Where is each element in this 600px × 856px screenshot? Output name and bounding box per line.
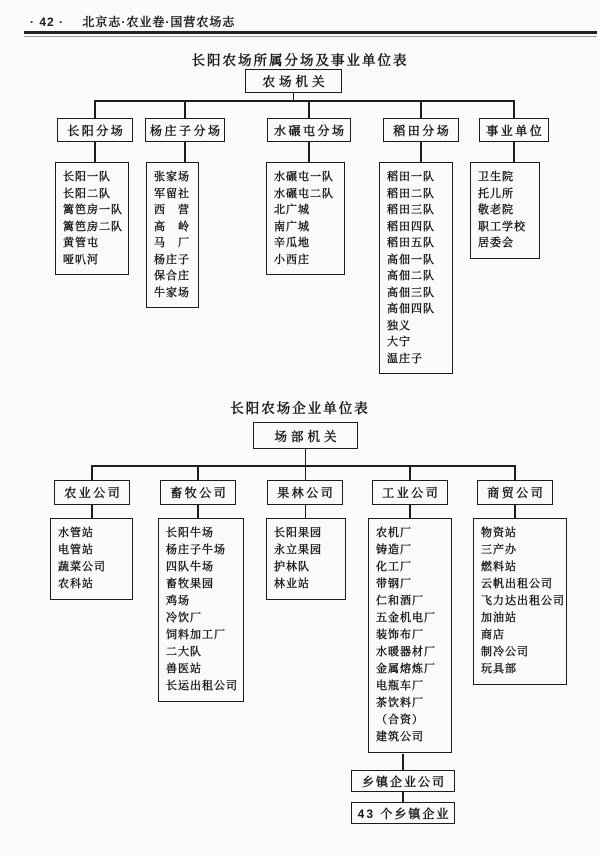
connector	[409, 465, 411, 480]
branch-box-shuiniantun: 水碾屯分场	[267, 118, 351, 142]
unit-item: 温庄子	[387, 352, 423, 365]
unit-item: 铸造厂	[376, 544, 412, 556]
unit-list-livestock	[158, 518, 244, 702]
company-box-commerce: 商贸公司	[477, 480, 553, 505]
unit-item: 高佃二队	[387, 270, 435, 282]
connector	[184, 142, 186, 162]
unit-item: 南广城	[274, 220, 310, 233]
company-box-orchard: 果林公司	[267, 480, 343, 505]
unit-item: 张家场	[154, 171, 190, 183]
unit-item: 篱笆房一队	[63, 204, 123, 216]
connector	[402, 754, 404, 770]
unit-item: 独义	[387, 319, 411, 332]
connector	[305, 465, 307, 480]
unit-item: 长阳牛场	[166, 527, 214, 539]
connector	[308, 100, 310, 118]
company-box-agriculture: 农业公司	[54, 480, 130, 505]
page-number: · 42 ·	[30, 15, 65, 29]
unit-item: 杨庄子牛场	[166, 544, 226, 556]
unit-item: 小西庄	[274, 253, 310, 266]
unit-item: 马 厂	[154, 237, 190, 249]
connector	[308, 142, 310, 162]
unit-item: 长阳果园	[274, 527, 322, 539]
unit-item: 黄管屯	[63, 237, 99, 249]
unit-item: 长阳一队	[63, 171, 111, 183]
unit-list-industry	[368, 518, 452, 753]
unit-item: 稻田一队	[387, 171, 435, 183]
chart2-title: 长阳农场企业单位表	[230, 401, 370, 416]
unit-item: 长阳二队	[63, 187, 111, 200]
unit-item: 水暖器材厂	[376, 646, 436, 658]
unit-item: 商店	[481, 629, 505, 641]
unit-item: （合资）	[376, 714, 424, 726]
unit-item: 飞力达出租公司	[481, 595, 565, 607]
unit-item: 农机厂	[376, 527, 412, 539]
unit-item: 稻田三队	[387, 204, 435, 216]
township-count-box: 43 个乡镇企业	[351, 802, 455, 824]
unit-item: 燃料站	[481, 561, 517, 573]
unit-item: 卫生院	[478, 171, 514, 183]
connector	[514, 505, 516, 518]
unit-list-commerce	[473, 518, 567, 685]
unit-item: 二大队	[166, 646, 202, 658]
unit-item: 化工厂	[376, 561, 412, 573]
connector	[184, 100, 186, 118]
unit-item: 辛瓜地	[274, 237, 310, 249]
connector	[91, 465, 93, 480]
connector-bus	[95, 100, 515, 102]
unit-item: 长运出租公司	[166, 680, 238, 692]
unit-item: 建筑公司	[376, 731, 424, 743]
unit-item: 玩具部	[481, 663, 517, 675]
unit-item: 护林队	[274, 561, 310, 573]
unit-item: 居委会	[478, 237, 514, 249]
branch-box-changyang: 长阳分场	[57, 118, 133, 142]
unit-item: 大宁	[387, 336, 411, 348]
unit-list-daotian	[379, 162, 453, 374]
header-rule-thin	[24, 36, 597, 37]
unit-item: 水管站	[58, 527, 94, 539]
unit-list-changyang	[55, 162, 129, 275]
connector	[514, 465, 516, 480]
unit-item: 军留社	[154, 187, 190, 200]
unit-item: 杨庄子	[154, 253, 190, 266]
chart2-root-box: 场部机关	[253, 422, 358, 449]
company-box-livestock: 畜牧公司	[160, 480, 236, 505]
unit-item: 稻田二队	[387, 187, 435, 200]
unit-item: 西 营	[154, 204, 190, 216]
connector	[402, 792, 404, 802]
unit-list-shiye	[470, 162, 540, 259]
connector	[420, 142, 422, 162]
unit-item: 水碾屯二队	[274, 187, 334, 200]
connector	[94, 100, 96, 118]
unit-item: 兽医站	[166, 663, 202, 675]
company-box-industry: 工业公司	[372, 480, 448, 505]
unit-item: 电瓶车厂	[376, 680, 424, 692]
unit-item: 敬老院	[478, 204, 514, 216]
book-title: 北京志·农业卷·国营农场志	[82, 15, 236, 29]
unit-item: 仁和酒厂	[376, 595, 424, 607]
connector	[305, 505, 307, 518]
unit-item: 高佃四队	[387, 303, 435, 315]
unit-item: 稻田四队	[387, 220, 435, 233]
unit-item: 篱笆房二队	[63, 220, 123, 233]
unit-item: 云帆出租公司	[481, 578, 553, 590]
unit-item: 农科站	[58, 578, 94, 590]
connector	[197, 465, 199, 480]
unit-item: 物资站	[481, 527, 517, 539]
connector	[94, 142, 96, 162]
unit-item: 带钢厂	[376, 578, 412, 590]
unit-item: 职工学校	[478, 220, 526, 233]
unit-item: 饲料加工厂	[166, 629, 226, 641]
header-rule-thick	[24, 31, 597, 34]
unit-item: 永立果园	[274, 544, 322, 556]
unit-item: 加油站	[481, 612, 517, 624]
unit-item: 水碾屯一队	[274, 171, 334, 183]
unit-item: 北广城	[274, 204, 310, 216]
unit-item: 高佃一队	[387, 253, 435, 266]
unit-item: 畜牧果园	[166, 578, 214, 590]
connector-bus	[92, 465, 516, 467]
chart1-title: 长阳农场所属分场及事业单位表	[191, 53, 409, 68]
unit-list-orchard	[266, 518, 346, 600]
unit-item: 金属熔炼厂	[376, 663, 436, 675]
unit-item: 林业站	[274, 578, 310, 590]
connector	[513, 100, 515, 118]
page-header	[30, 13, 235, 30]
unit-item: 蔬菜公司	[58, 561, 106, 573]
chart1-root-box: 农场机关	[245, 69, 342, 93]
unit-item: 托儿所	[478, 187, 514, 200]
unit-item: 鸡场	[166, 595, 190, 607]
connector	[91, 505, 93, 518]
connector	[409, 505, 411, 518]
township-company-box: 乡镇企业公司	[351, 770, 455, 792]
unit-item: 高佃三队	[387, 286, 435, 299]
unit-item: 装饰布厂	[376, 629, 424, 641]
unit-item: 茶饮料厂	[376, 697, 424, 709]
unit-item: 制冷公司	[481, 646, 529, 658]
unit-list-agriculture	[50, 518, 133, 600]
unit-item: 牛家场	[154, 286, 190, 299]
unit-item: 冷饮厂	[166, 612, 202, 624]
unit-item: 五金机电厂	[376, 612, 436, 624]
branch-box-daotian: 稻田分场	[383, 118, 459, 142]
connector	[305, 449, 307, 465]
unit-list-shuiniantun	[266, 162, 345, 275]
unit-item: 四队牛场	[166, 561, 214, 573]
connector	[197, 505, 199, 518]
branch-box-yangzhuangzi: 杨庄子分场	[145, 118, 225, 142]
unit-item: 稻田五队	[387, 237, 435, 249]
unit-item: 保合庄	[154, 270, 190, 282]
unit-item: 三产办	[481, 544, 517, 556]
connector	[513, 142, 515, 162]
unit-item: 电管站	[58, 544, 94, 556]
unit-list-yangzhuangzi	[146, 162, 199, 308]
branch-box-shiye: 事业单位	[479, 118, 549, 142]
connector	[420, 100, 422, 118]
unit-item: 哑叭河	[63, 253, 99, 266]
unit-item: 高 岭	[154, 220, 190, 233]
